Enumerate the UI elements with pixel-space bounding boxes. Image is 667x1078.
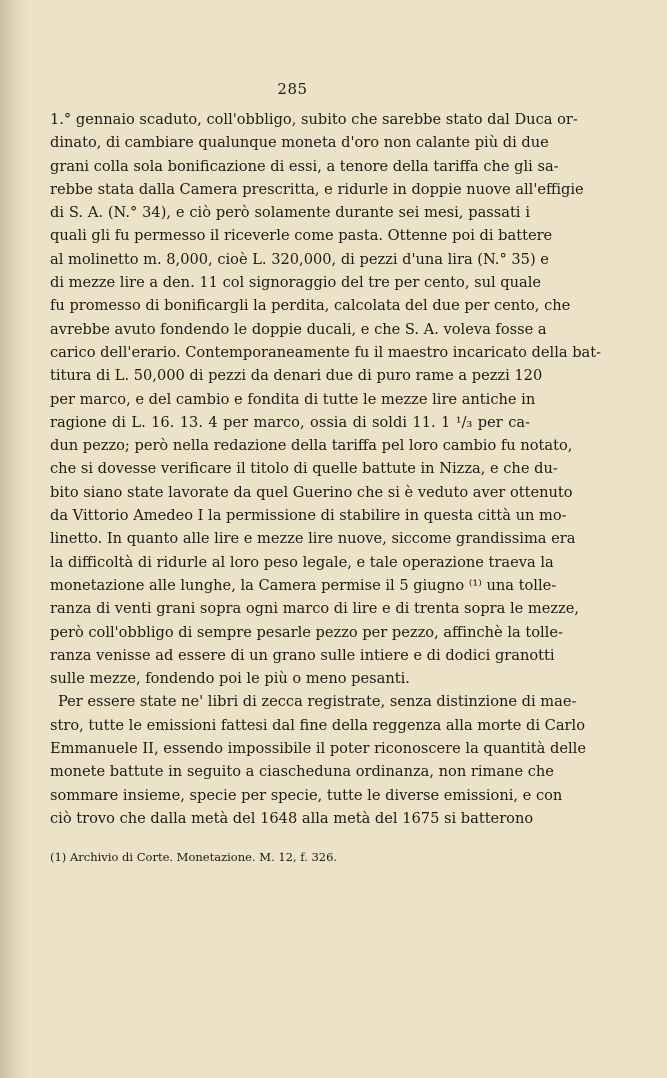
text-line: di S. A. (N.° 34), e ciò però solamente durante sei mesi, passati i [50, 204, 530, 222]
text-line: la difficoltà di ridurle al loro peso legale, e tale operazione traeva la [50, 553, 554, 571]
text-line: da Vittorio Amedeo I la permissione di stabilire in questa città un mo- [50, 507, 567, 525]
text-line: Emmanuele II, essendo impossibile il poter riconoscere la quantità delle [50, 740, 586, 758]
text-line: carico dell'erario. Contemporaneamente fu il maestro incaricato della bat- [50, 343, 602, 361]
text-line: che si dovesse verificare il titolo di quelle battute in Nizza, e che du- [50, 460, 558, 478]
text-line: però coll'obbligo di sempre pesarle pezzo per pezzo, affinchè la tolle- [50, 623, 563, 641]
text-line: avrebbe avuto fondendo le doppie ducali, e che S. A. voleva fosse a [50, 320, 547, 338]
text-line: grani colla sola bonificazione di essi, a tenore della tariffa che gli sa- [50, 157, 559, 175]
text-line: quali gli fu permesso il riceverle come pasta. Ottenne poi di battere [50, 227, 553, 245]
text-line: stro, tutte le emissioni fattesi dal fine della reggenza alla morte di Carlo [50, 716, 585, 734]
text-line: fu promesso di bonificargli la perdita, calcolata del due per cento, che [50, 297, 571, 315]
text-line: ranza venisse ad essere di un grano sulle intiere e di dodici granotti [50, 646, 555, 664]
text-line: ciò trovo che dalla metà del 1648 alla metà del 1675 si batterono [50, 809, 534, 827]
text-line: titura di L. 50,000 di pezzi da denari due di puro rame a pezzi 120 [50, 367, 543, 385]
text-line: al molinetto m. 8,000, cioè L. 320,000, di pezzi d'una lira (N.° 35) e [50, 250, 549, 268]
text-line: sommare insieme, specie per specie, tutte le diverse emissioni, e con [50, 786, 563, 804]
text-line: monetazione alle lunghe, la Camera permise il 5 giugno ⁽¹⁾ una tolle- [50, 576, 557, 594]
footnote: (1) Archivio di Corte. Monetazione. M. 12, f. 326. [50, 850, 338, 864]
text-line: per marco, e del cambio e fondita di tutte le mezze lire antiche in [50, 390, 536, 408]
text-line: sulle mezze, fondendo poi le più o meno pesanti. [50, 670, 410, 688]
text-line: monete battute in seguito a ciascheduna ordinanza, non rimane che [50, 763, 554, 781]
text-line: Per essere state ne' libri di zecca registrate, senza distinzione di mae- [58, 693, 577, 711]
body-text [50, 108, 602, 830]
page-gutter-shadow [0, 0, 28, 1078]
text-line: dinato, di cambiare qualunque moneta d'oro non calante più di due [50, 134, 549, 152]
text-line: dun pezzo; però nella redazione della tariffa pel loro cambio fu notato, [50, 437, 573, 455]
text-line: di mezze lire a den. 11 col signoraggio del tre per cento, sul quale [50, 274, 542, 292]
text-line: bito siano state lavorate da quel Guerino che si è veduto aver ottenuto [50, 483, 573, 501]
text-line: ranza di venti grani sopra ogni marco di lire e di trenta sopra le mezze, [50, 600, 580, 618]
text-line: ragione di L. 16. 13. 4 per marco, ossia di soldi 11. 1 ¹/₃ per ca- [50, 413, 530, 431]
page-number: 285 [277, 80, 308, 98]
text-line: rebbe stata dalla Camera prescritta, e ridurle in doppie nuove all'effigie [50, 180, 584, 198]
text-line: linetto. In quanto alle lire e mezze lire nuove, siccome grandissima era [50, 530, 576, 548]
text-line: 1.° gennaio scaduto, coll'obbligo, subito che sarebbe stato dal Duca or- [50, 111, 578, 128]
